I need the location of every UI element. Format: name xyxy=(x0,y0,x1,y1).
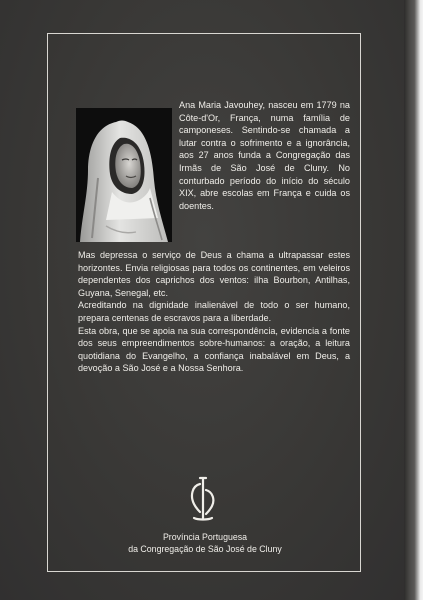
footer-line: da Congregação de São José de Cluny xyxy=(128,543,282,554)
paragraph: Mas depressa o serviço de Deus a chama a ultrapassar estes horizontes. Envia religiosas para todos os continentes, em veleiros dependentes dos caprichos dos ventos: ilha Bourbon, Antilhas, Guyana, Senegal, etc. xyxy=(78,250,350,298)
congregation-logo-icon xyxy=(186,474,220,524)
paragraph: Acreditando na dignidade inalienável de todo o ser humano, prepara centenas de escravos para a liberdade. xyxy=(78,300,350,323)
book-edge xyxy=(404,0,423,600)
body-text xyxy=(78,249,350,375)
publisher-footer xyxy=(100,532,310,555)
paragraph: Esta obra, que se apoia na sua correspondência, evidencia a fonte dos seus empreendimentos sobre-humanos: a oração, a leitura quotidiana do Evangelho, a confiança inabalável em Deus, a devoção a São José e a Nossa Senhora. xyxy=(78,325,350,374)
footer-line: Província Portuguesa xyxy=(162,532,248,542)
portrait-photo xyxy=(76,108,172,242)
intro-paragraph: Ana Maria Javouhey, nasceu em 1779 na Côte-d'Or, França, numa família de camponeses. Sentindo-se chamada a lutar contra o sofrimento e a ignorância, aos 27 anos funda a Congregação das Irmãs de São José de Cluny. No conturbado período do início do século XIX, abre escolas em França e cuida os doentes. xyxy=(179,100,350,211)
